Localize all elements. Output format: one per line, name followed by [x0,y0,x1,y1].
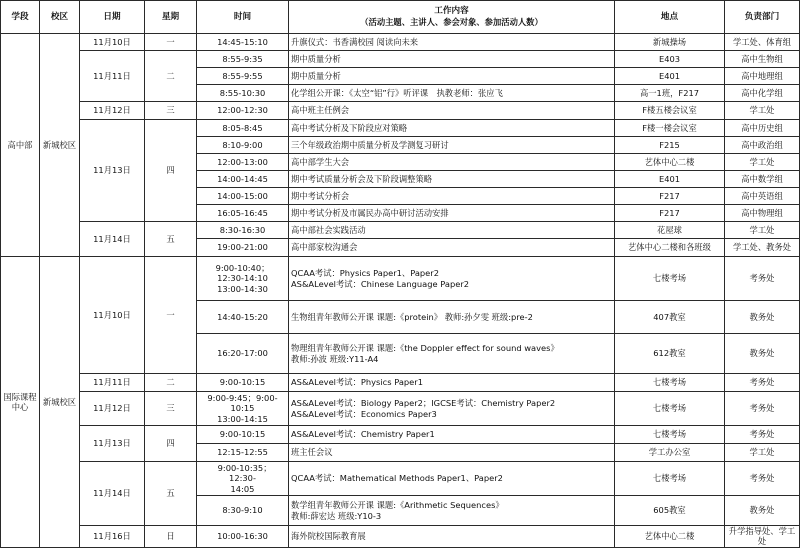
header-campus: 校区 [40,1,80,34]
location-cell: 高一1班，F217 [615,85,725,102]
dept-cell: 考务处 [725,374,800,392]
content-cell: AS&ALevel考试：Biology Paper2；IGCSE考试：Chemistry Paper2 AS&ALevel考试：Economics Paper3 [289,392,615,426]
header-dept: 负责部门 [725,1,800,34]
time-cell: 9:00-10:15 [197,426,289,444]
header-row [1,1,800,34]
location-cell: 艺体中心二楼和各班级 [615,239,725,257]
content-cell: AS&ALevel考试：Chemistry Paper1 [289,426,615,444]
location-cell: F215 [615,137,725,154]
header-content-title: 工作内容 [434,6,469,17]
dept-cell: 高中数学组 [725,171,800,188]
dept-cell: 考务处 [725,462,800,496]
weekday-cell: 四 [145,120,197,222]
location-cell: 七楼考场 [615,374,725,392]
table-row [1,526,800,548]
dept-cell: 高中化学组 [725,85,800,102]
header-time: 时间 [197,1,289,34]
time-cell: 12:00-12:30 [197,102,289,120]
weekday-cell: 一 [145,257,197,374]
location-cell: 艺体中心二楼 [615,526,725,548]
content-cell: 班主任会议 [289,444,615,462]
time-cell: 9:00-10:40； 12:30-14:10 13:00-14:30 [197,257,289,301]
campus-cell: 新城校区 [40,257,80,548]
date-cell: 11月12日 [80,102,145,120]
time-cell: 8:10-9:00 [197,137,289,154]
location-cell: F楼一楼会议室 [615,120,725,137]
time-cell: 8:55-9:55 [197,68,289,85]
content-cell: 海外院校国际教育展 [289,526,615,548]
weekday-cell: 三 [145,102,197,120]
location-cell: F楼五楼会议室 [615,102,725,120]
dept-cell: 高中地理组 [725,68,800,85]
time-cell: 8:05-8:45 [197,120,289,137]
weekday-cell: 五 [145,222,197,257]
time-cell: 8:30-9:10 [197,496,289,526]
weekday-cell: 二 [145,374,197,392]
time-cell: 16:20-17:00 [197,334,289,374]
date-cell: 11月12日 [80,392,145,426]
content-cell: 物理组青年教师公开课 课题:《the Doppler effect for sound waves》 教师:孙波 班级:Y11-A4 [289,334,615,374]
date-cell: 11月13日 [80,120,145,222]
dept-cell: 教务处 [725,334,800,374]
dept-cell: 高中生物组 [725,51,800,68]
location-cell: 学工办公室 [615,444,725,462]
date-cell: 11月10日 [80,257,145,374]
content-cell: 期中质量分析 [289,51,615,68]
content-cell: 高中部学生大会 [289,154,615,171]
location-cell: 新城操场 [615,34,725,51]
location-cell: E403 [615,51,725,68]
table-row [1,392,800,426]
content-cell: AS&ALevel考试：Physics Paper1 [289,374,615,392]
dept-cell: 高中政治组 [725,137,800,154]
header-content [289,1,615,34]
content-cell: 期中考试分析及市属民办高中研讨活动安排 [289,205,615,222]
content-cell: 高中部社会实践活动 [289,222,615,239]
weekday-cell: 三 [145,392,197,426]
content-cell: 期中考试分析会 [289,188,615,205]
table-row [1,34,800,51]
school-cell: 国际课程中心 [1,257,40,548]
table-row [1,102,800,120]
content-cell: 三个年级政治期中质量分析及学测复习研讨 [289,137,615,154]
content-cell: 高中考试分析及下阶段应对策略 [289,120,615,137]
header-location: 地点 [615,1,725,34]
weekday-cell: 五 [145,462,197,526]
content-cell: 化学组公开课：《太空“铝”行》听评课 执教老师：张应飞 [289,85,615,102]
time-cell: 8:55-10:30 [197,85,289,102]
location-cell: F217 [615,205,725,222]
content-cell: QCAA考试：Mathematical Methods Paper1、Paper2 [289,462,615,496]
table-row [1,462,800,496]
location-cell: 605教室 [615,496,725,526]
time-cell: 14:00-14:45 [197,171,289,188]
location-cell: 七楼考场 [615,392,725,426]
date-cell: 11月14日 [80,462,145,526]
table-row [1,51,800,68]
dept-cell: 升学指导处、学工处 [725,526,800,548]
content-cell: 数学组青年教师公开课 课题:《Arithmetic Sequences》 教师:薛宏达 班级:Y10-3 [289,496,615,526]
date-cell: 11月13日 [80,426,145,462]
location-cell: E401 [615,171,725,188]
content-cell: 期中考试质量分析会及下阶段调整策略 [289,171,615,188]
location-cell: 七楼考场 [615,462,725,496]
dept-cell: 学工处、体育组 [725,34,800,51]
dept-cell: 学工处 [725,102,800,120]
dept-cell: 高中英语组 [725,188,800,205]
date-cell: 11月14日 [80,222,145,257]
content-cell: 生物组青年教师公开课 课题:《protein》 教师:孙夕雯 班级:pre-2 [289,301,615,334]
time-cell: 14:00-15:00 [197,188,289,205]
weekday-cell: 二 [145,51,197,102]
campus-cell: 新城校区 [40,34,80,257]
table-row [1,426,800,444]
dept-cell: 教务处 [725,301,800,334]
header-date: 日期 [80,1,145,34]
time-cell: 14:40-15:20 [197,301,289,334]
location-cell: 七楼考场 [615,257,725,301]
weekday-cell: 日 [145,526,197,548]
time-cell: 10:00-16:30 [197,526,289,548]
location-cell: 花屋球 [615,222,725,239]
dept-cell: 教务处 [725,496,800,526]
weekday-cell: 一 [145,34,197,51]
weekday-cell: 四 [145,426,197,462]
table-row [1,257,800,301]
time-cell: 12:15-12:55 [197,444,289,462]
content-cell: 期中质量分析 [289,68,615,85]
dept-cell: 考务处 [725,257,800,301]
content-cell: 升旗仪式：书香满校园 阅读向未来 [289,34,615,51]
location-cell: F217 [615,188,725,205]
table-row [1,222,800,239]
location-cell: 407教室 [615,301,725,334]
header-weekday: 星期 [145,1,197,34]
header-school: 学段 [1,1,40,34]
time-cell: 9:00-10:35； 12:30- 14:05 [197,462,289,496]
location-cell: 612教室 [615,334,725,374]
time-cell: 8:30-16:30 [197,222,289,239]
time-cell: 8:55-9:35 [197,51,289,68]
table-row [1,374,800,392]
content-cell: 高中部家校沟通会 [289,239,615,257]
location-cell: 艺体中心二楼 [615,154,725,171]
dept-cell: 学工处 [725,222,800,239]
content-cell: QCAA考试：Physics Paper1、Paper2 AS&ALevel考试：Chinese Language Paper2 [289,257,615,301]
table-row [1,120,800,137]
date-cell: 11月16日 [80,526,145,548]
dept-cell: 考务处 [725,392,800,426]
header-content-subtitle: （活动主题、主讲人、参会对象、参加活动人数） [360,17,543,28]
date-cell: 11月11日 [80,51,145,102]
school-cell: 高中部 [1,34,40,257]
dept-cell: 学工处、教务处 [725,239,800,257]
content-cell: 高中班主任例会 [289,102,615,120]
time-cell: 14:45-15:10 [197,34,289,51]
location-cell: 七楼考场 [615,426,725,444]
time-cell: 9:00-10:15 [197,374,289,392]
dept-cell: 高中历史组 [725,120,800,137]
time-cell: 9:00-9:45；9:00-10:15 13:00-14:15 [197,392,289,426]
dept-cell: 高中物理组 [725,205,800,222]
time-cell: 16:05-16:45 [197,205,289,222]
date-cell: 11月11日 [80,374,145,392]
time-cell: 19:00-21:00 [197,239,289,257]
date-cell: 11月10日 [80,34,145,51]
location-cell: E401 [615,68,725,85]
time-cell: 12:00-13:00 [197,154,289,171]
dept-cell: 学工处 [725,444,800,462]
dept-cell: 考务处 [725,426,800,444]
dept-cell: 学工处 [725,154,800,171]
